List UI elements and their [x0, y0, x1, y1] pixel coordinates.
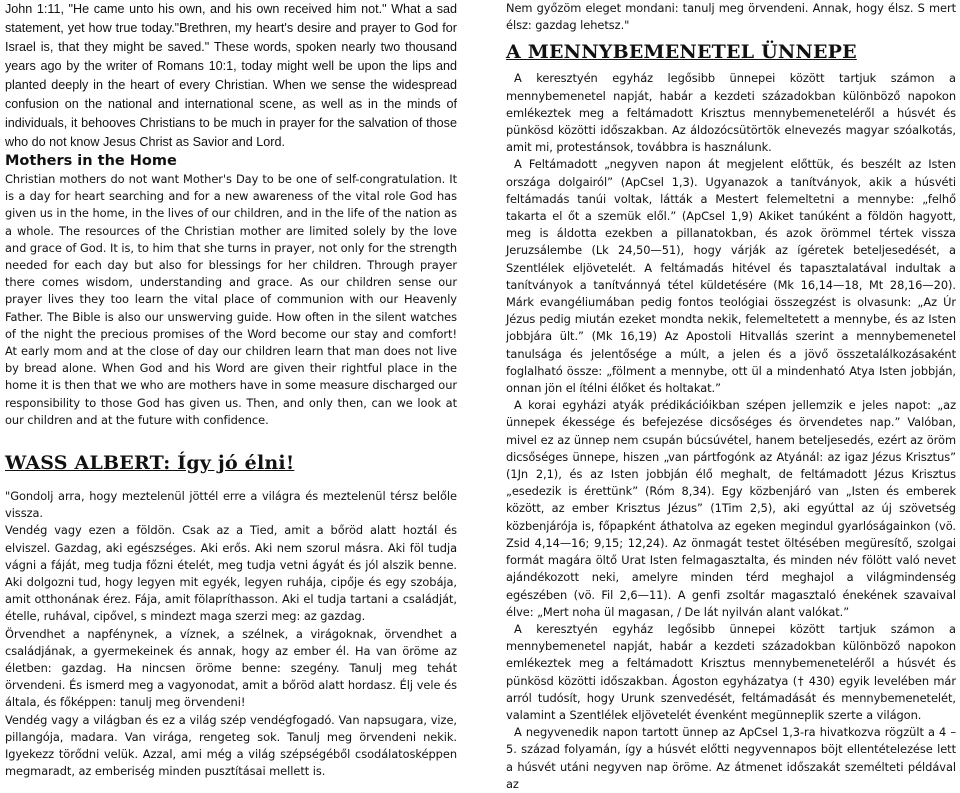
mothers-paragraph: Christian mothers do not want Mother's Day to be one of self-congratulation. It is a day for heart searching and for a new awareness of the vital role God has given us in the home, in the lives of our children, and in the life of the nation as a whole. The resources of the Christian mother are limited solely by the love and grace of God. It is, to him that she turns in prayer, not only for the strength needed for each day but also for blessings for her children. Through prayer there comes wisdom, understanding and grace. As our children sense our prayer lives they too learn the vital place of communion with our Heavenly Father. The Bible is also our unswerving guide. How often in the silent watches of the night the precious promises of the Word become our stay and comfort! At early mom and at the close of day our children learn that man does not live by bread alone. When God and his Word are given their rightful place in the home it is then that we who are mothers have in some measure discharged our responsibility to those God has given us. Then, and only then, can we look at our children and at the future with confidence. [5, 172, 457, 427]
intro-paragraph: John 1:11, "He came unto his own, and his own received him not." What a sad statement, yet how true today."Brethren, my heart's desire and prayer to God for Israel is, that they might be saved." These words, spoken nearly two thousand years ago by the writer of Romans 10:1, today might well be upon the lips and planted deeply in the heart of every Christian. When we sense the widespread confusion on the national and international scene, as well as in the minds of individuals, it behooves Christians to be much in prayer for the salvation of those who do not know Jesus Christ as Savior and Lord. [5, 2, 457, 149]
right-top-paragraph: Nem győzöm eleget mondani: tanulj meg örvendeni. Annak, hogy élsz. S mert élsz: gazdag lehetsz." [506, 1, 956, 33]
mothers-heading: Mothers in the Home [5, 153, 177, 169]
poem-paragraph-2: Vendég vagy ezen a földön. Csak az a Tied, amit a bőröd alatt hoztál és elviszel. Gazdag, aki egészséges. Aki erős. Aki nem szorul másra. Aki föl tudja vágni a fáját, meg tudja főzni ételét, meg tudja vetni ágyát és jól alszik benne. Aki dolgozni tud, hogy legyen mit egyék, legyen ruhája, cipője és egy szobája, amit otthonának érez. Fája, amit fölapríthasson. Aki el tudja tartani a családját, ételle, ruhával, cipővel, s mindezt maga szerzi meg: az gazdag. [5, 523, 457, 624]
right-paragraph-4: A keresztyén egyház legősibb ünnepei között tartjuk számon a mennybemenetel napját, habár a kezdeti századokban különböző napokon emlékeztek meg a feltámadott Krisztus mennybemeneteléről a húsvét és pünkösd közötti időszakban. Ágoston egyházatya († 430) egyik levelében már arról tudósít, hogy Urunk szenvedését, feltámadását és mennybemenetelét, valamint a Szentlélek eljövetelét évenként megünneplik szerte a világon. [506, 621, 956, 722]
left-column [5, 0, 457, 781]
poem-paragraph-3: Örvendhet a napfénynek, a víznek, a szélnek, a virágoknak, örvendhet a családjának, a gyermekeinek és annak, hogy az ember él. Ha van öröme az életben: gazdag. Ha nincsen öröme benne: szegény. Tanulj meg tehát örvendeni. És ismerd meg a vagyonodat, amit a bőröd alatt hordasz. Élj vele és általa, és főképpen: tanulj meg örvendeni! [5, 626, 457, 710]
right-paragraph-2: A Feltámadott „negyven napon át megjelent előttük, és beszélt az Isten országa dolgairól” (ApCsel 1,3). Ugyanazok a tanítványok, akik a húsvéti feltámadás tanúi voltak, látták a Mestert felemeltetni a mennybe: „felhő takarta el őt a szemük elől.” (ApCsel 1,9) Akiket tanúként a földön hagyott, meg is áldotta ezekben a pillanatokban, és azok örömmel tértek vissza Jeruzsálembe (Lk 24,50—51), hogy várják az ígéretek beteljesedését, a Szentlélek eljövetelét. A feltámadás hitével és tapasztalatával indultak a tanítványok a tanítvánnyá tétel küldetésére (Mk 16,14—18, Mt 28,16—20). Márk evangéliumában pedig fontos teológiai összegzést is olvasunk: „Az Úr Jézus pedig miután ezeket mondta nekik, felemeltetett a mennybe, és az Isten jobbjára ült.” (Mk 16,19) Az Apostoli Hitvallás szerint a mennybemenetel tanulsága és jelentősége a múlt, a jelen és a jövő összetalálkozásaként foglalható össze: „fölment a mennybe, ott ül a mindenható Atya Isten jobbján, onnan jön el ítélni élőket és holtakat.” [506, 157, 956, 396]
mennybemenetel-heading: A MENNYBEMENETEL ÜNNEPE [506, 41, 857, 64]
poem-paragraph-1: "Gondolj arra, hogy meztelenül jöttél erre a világra és meztelenül térsz belőle vissza. [5, 489, 457, 521]
right-column [506, 0, 956, 793]
wass-albert-title: WASS ALBERT: Így jó élni! [5, 452, 295, 475]
poem-paragraph-4: Vendég vagy a világban és ez a világ szép vendégfogadó. Van napsugara, vize, pillangója, madara. Van virága, rengeteg sok. Tanulj meg örvendeni nekik. Igyekezz törődni velük. Azzal, ami még a világ szépségéből csodálatosképpen megmaradt, az emberiség minden pusztításai mellett is. [5, 712, 457, 779]
right-paragraph-1: A keresztyén egyház legősibb ünnepei között tartjuk számon a mennybemenetel napját, habár a kezdeti századokban különböző napokon emlékeztek meg a feltámadott Krisztus mennybemeneteléről a húsvét és pünkösd közötti időszakban. Az áldozócsütörtök elnevezés magyar szóalkotás, amit mi, protestánsok, továbbra is használunk. [506, 71, 956, 155]
right-paragraph-5: A negyvenedik napon tartott ünnep az ApCsel 1,3-ra hivatkozva rögzült a 4 – 5. század folyamán, így a húsvét előtti negyvennapos böjt ellentételezése lett a húsvét utáni negyven nap öröme. Az átmenet időszakát személteti példával az [506, 725, 956, 791]
right-paragraph-3: A korai egyházi atyák prédikációikban szépen jellemzik e jeles napot: „az ünnepek ékessége és befejezése dicsőséges és örvendetes nap.” Valóban, mivel ez az ünnep nem csupán búcsúvétel, hanem beteljesedés, ezért az öröm dicsőséges ünnepe, hiszen „van pártfogónk az Atyánál: az igaz Jézus Krisztus” (1Jn 2,1), és az Isten jobbján élő meghalt, de feltámadott Jézus Krisztus „esedezik is érettünk” (Róm 8,34). Egy közbenjáró van „Isten és emberek között, az ember Krisztus Jézus” (1Tim 2,5), aki egyúttal az új szövetség közbenjárója is, főpapként áthatolva az egeken megindul gyarlóságainkon (vö. Zsid 4,14—16; 9,15; 12,24). Az önmagát testet öltésében megüresítő, szolgai formát magára öltő Urat Isten felmagasztalta, és minden név fölött való nevet ajándékozott neki, amelyre minden térd meghajol a világmindenség egészében (vö. Fil 2,6—11). A genfi zsoltár magasztaló énekének szavaival élve: „Mert noha ül magasan, / De lát nyilván alant valókat.” [506, 398, 956, 619]
